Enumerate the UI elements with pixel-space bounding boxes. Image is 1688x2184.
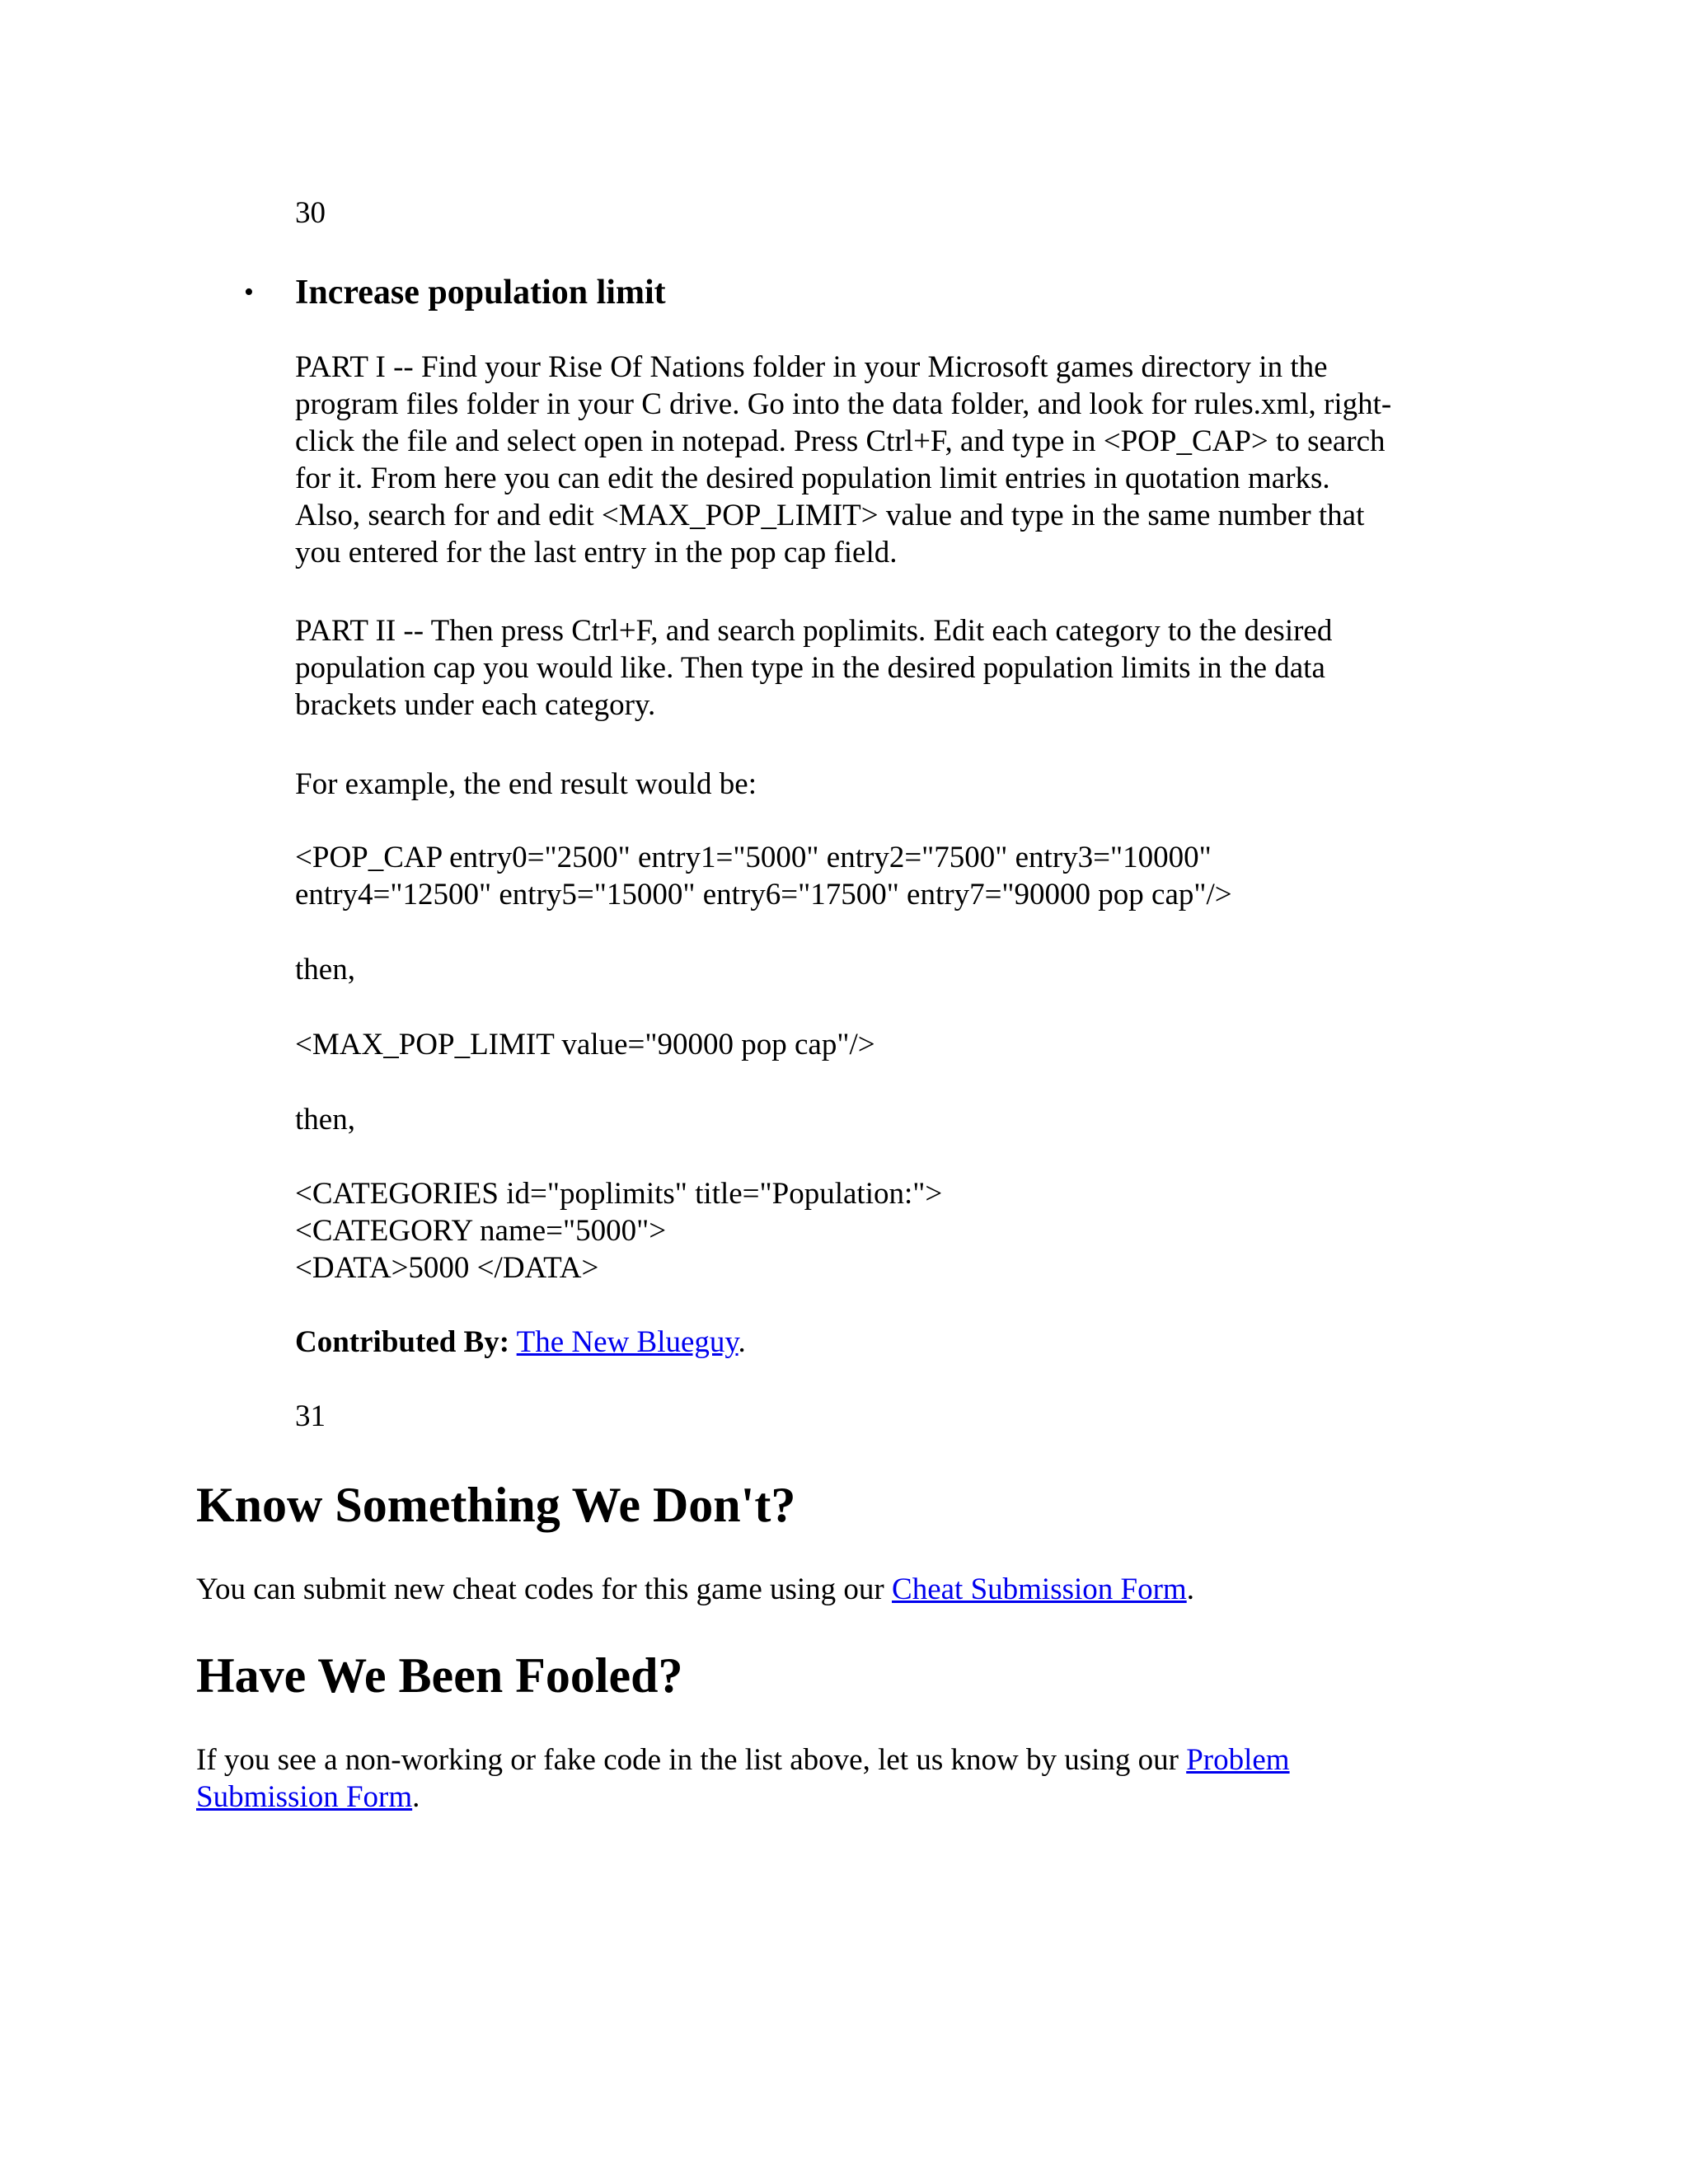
contributed-label: Contributed By: xyxy=(295,1325,510,1359)
contributed-suffix: . xyxy=(738,1325,746,1359)
contributed-by xyxy=(295,1324,1490,1361)
code-categories xyxy=(295,1175,1490,1286)
part2-line: PART II -- Then press Ctrl+F, and search poplimits. Edit each category to the desired xyxy=(295,614,1333,648)
part1-line: Also, search for and edit <MAX_POP_LIMIT> value and type in the same number that xyxy=(295,499,1365,532)
been-fooled-heading: Have We Been Fooled? xyxy=(196,1648,683,1703)
then-text: then, xyxy=(295,1103,355,1137)
contributor-link[interactable]: The New Blueguy xyxy=(516,1325,738,1359)
code-maxpop: <MAX_POP_LIMIT value="90000 pop cap"/> xyxy=(295,1028,875,1062)
submit-text: You can submit new cheat codes for this game using our xyxy=(196,1572,893,1606)
part1-line: PART I -- Find your Rise Of Nations folder in your Microsoft games directory in the xyxy=(295,350,1328,384)
submit-suffix: . xyxy=(1186,1572,1194,1606)
part2-paragraph xyxy=(295,612,1490,724)
part1-line: for it. From here you can edit the desired population limit entries in quotation marks. xyxy=(295,462,1330,495)
code-line: entry4="12500" entry5="15000" entry6="17500" entry7="90000 pop cap"/> xyxy=(295,878,1232,912)
example-intro: For example, the end result would be: xyxy=(295,767,757,801)
page-number-30: 30 xyxy=(295,196,326,230)
code-line: <CATEGORIES id="poplimits" title="Population:"> xyxy=(295,1177,943,1211)
problem-text: If you see a non-working or fake code in the list above, let us know by using our xyxy=(196,1743,1187,1777)
know-something-heading: Know Something We Don't? xyxy=(196,1478,796,1532)
cheat-submission-link[interactable]: Cheat Submission Form xyxy=(892,1572,1187,1606)
submit-paragraph xyxy=(196,1571,1482,1608)
problem-suffix: . xyxy=(412,1780,420,1814)
part1-line: click the file and select open in notepad. Press Ctrl+F, and type in <POP_CAP> to search xyxy=(295,424,1386,458)
problem-submission-link-part2[interactable]: Submission Form xyxy=(196,1780,413,1814)
bullet-marker: • xyxy=(244,277,254,307)
part1-line: program files folder in your C drive. Go into the data folder, and look for rules.xml, right- xyxy=(295,387,1392,421)
code-line: <DATA>5000 </DATA> xyxy=(295,1251,599,1285)
problem-paragraph xyxy=(196,1741,1482,1816)
part2-line: population cap you would like. Then type in the desired population limits in the data xyxy=(295,651,1325,685)
part1-paragraph xyxy=(295,349,1490,571)
problem-submission-link-part1[interactable]: Problem xyxy=(1186,1743,1290,1777)
code-line: <CATEGORY name="5000"> xyxy=(295,1214,667,1248)
code-popcap xyxy=(295,839,1490,913)
page-number-31: 31 xyxy=(295,1399,326,1433)
part2-line: brackets under each category. xyxy=(295,688,656,722)
then-text: then, xyxy=(295,953,355,987)
item-title: Increase population limit xyxy=(295,274,666,312)
part1-line: you entered for the last entry in the pop cap field. xyxy=(295,536,898,569)
code-line: <POP_CAP entry0="2500" entry1="5000" entry2="7500" entry3="10000" xyxy=(295,841,1212,874)
